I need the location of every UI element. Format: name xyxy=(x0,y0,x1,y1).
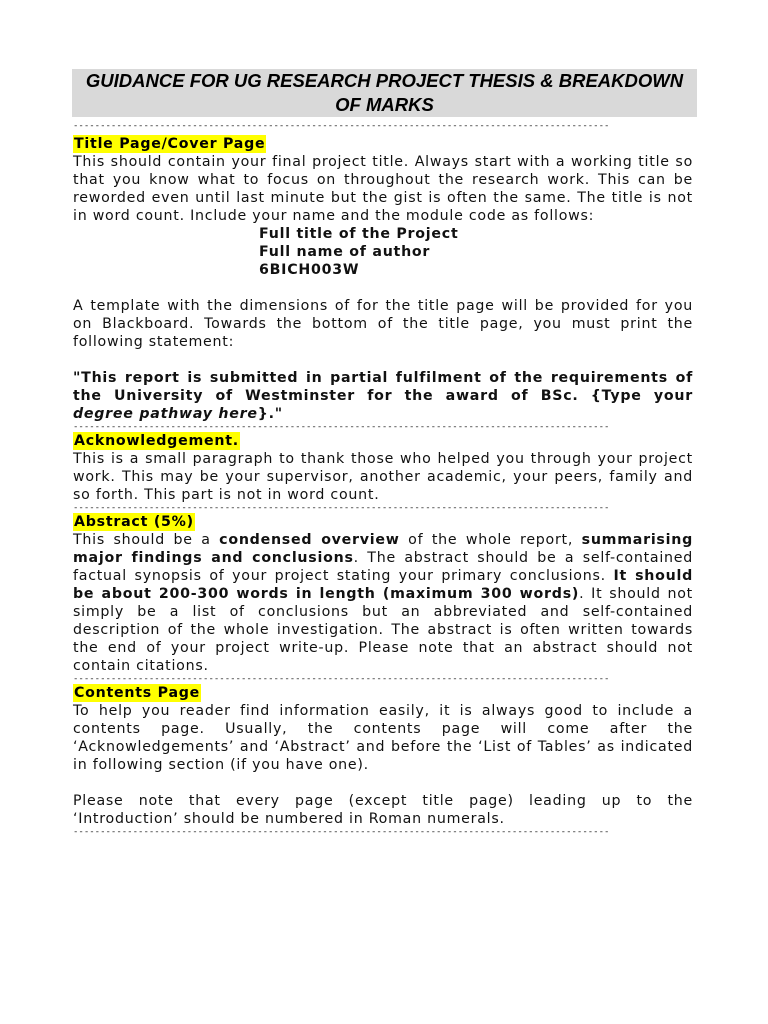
section-heading-acknowledgement: Acknowledgement. xyxy=(74,433,239,449)
section-heading-abstract: Abstract (5%) xyxy=(74,514,194,530)
contents-paragraph-2: Please note that every page (except title page) leading up to the ‘Introduction’ should be numbered in Roman numerals. xyxy=(73,793,693,827)
separator: --------------------------------------------------------------------------------------------------- xyxy=(73,121,610,131)
bold-phrase: condensed overview xyxy=(219,532,400,548)
title-page-list-item: 6BICH003W xyxy=(259,262,360,278)
separator: --------------------------------------------------------------------------------------------------- xyxy=(73,675,610,684)
contents-paragraph-1: To help you reader find information easily, it is always good to include a contents page. Usually, the contents page will come after the ‘Acknowledgements’ and ‘Abstract’ and before the ‘List of Tables’ as indicated in following section (if you have one). xyxy=(73,703,693,773)
statement-italic: degree pathway here xyxy=(73,406,258,422)
bold-phrase: It should be about 200-300 words in length (maximum 300 words) xyxy=(73,568,693,602)
title-line-2: OF MARKS xyxy=(335,94,434,115)
section-heading-title-page: Title Page/Cover Page xyxy=(74,136,266,152)
bold-phrase: summarising major findings and conclusions xyxy=(73,532,693,566)
required-statement xyxy=(73,369,693,423)
document-body xyxy=(73,117,693,837)
template-paragraph: A template with the dimensions of for the title page will be provided for you on Blackboard. Towards the bottom of the title page, you must print the following statement: xyxy=(73,298,693,350)
statement-part-2: }." xyxy=(257,406,283,422)
title-page-list-item: Full name of author xyxy=(259,244,431,260)
section-acknowledgement xyxy=(73,432,693,504)
separator: --------------------------------------------------------------------------------------------------- xyxy=(73,423,610,432)
section-title-page xyxy=(73,135,693,423)
abstract-paragraph: This should be a condensed overview of the whole report, summarising major findings and conclusions. The abstract should be a self-contained factual synopsis of your project stating your primary conclusions. It should be about 200-300 words in length (maximum 300 words). It should not simply be a list of conclusions but an abbreviated and self-contained description of the whole investigation. The abstract is often written towards the end of your project write-up. Please note that an abstract should not contain citations. xyxy=(73,532,693,674)
document-title xyxy=(72,69,697,117)
section-contents-page xyxy=(73,684,693,828)
title-page-paragraph: This should contain your final project title. Always start with a working title so that you know what to focus on throughout the research work. This can be reworded even until last minute but the gist is often the same. The title is not in word count. Include your name and the module code as follows: xyxy=(73,154,693,224)
section-heading-contents-page: Contents Page xyxy=(74,685,201,701)
title-page-list-item: Full title of the Project xyxy=(259,226,459,242)
section-abstract xyxy=(73,513,693,675)
statement-part-1: "This report is submitted in partial fulfilment of the requirements of the University of Westminster for the award of BSc. {Type your xyxy=(73,370,693,404)
separator: --------------------------------------------------------------------------------------------------- xyxy=(73,504,610,513)
separator: --------------------------------------------------------------------------------------------------- xyxy=(73,828,610,837)
title-line-1: GUIDANCE FOR UG RESEARCH PROJECT THESIS & BREAKDOWN xyxy=(85,70,684,91)
acknowledgement-paragraph: This is a small paragraph to thank those who helped you through your project work. This may be your supervisor, another academic, your peers, family and so forth. This part is not in word count. xyxy=(73,451,693,503)
